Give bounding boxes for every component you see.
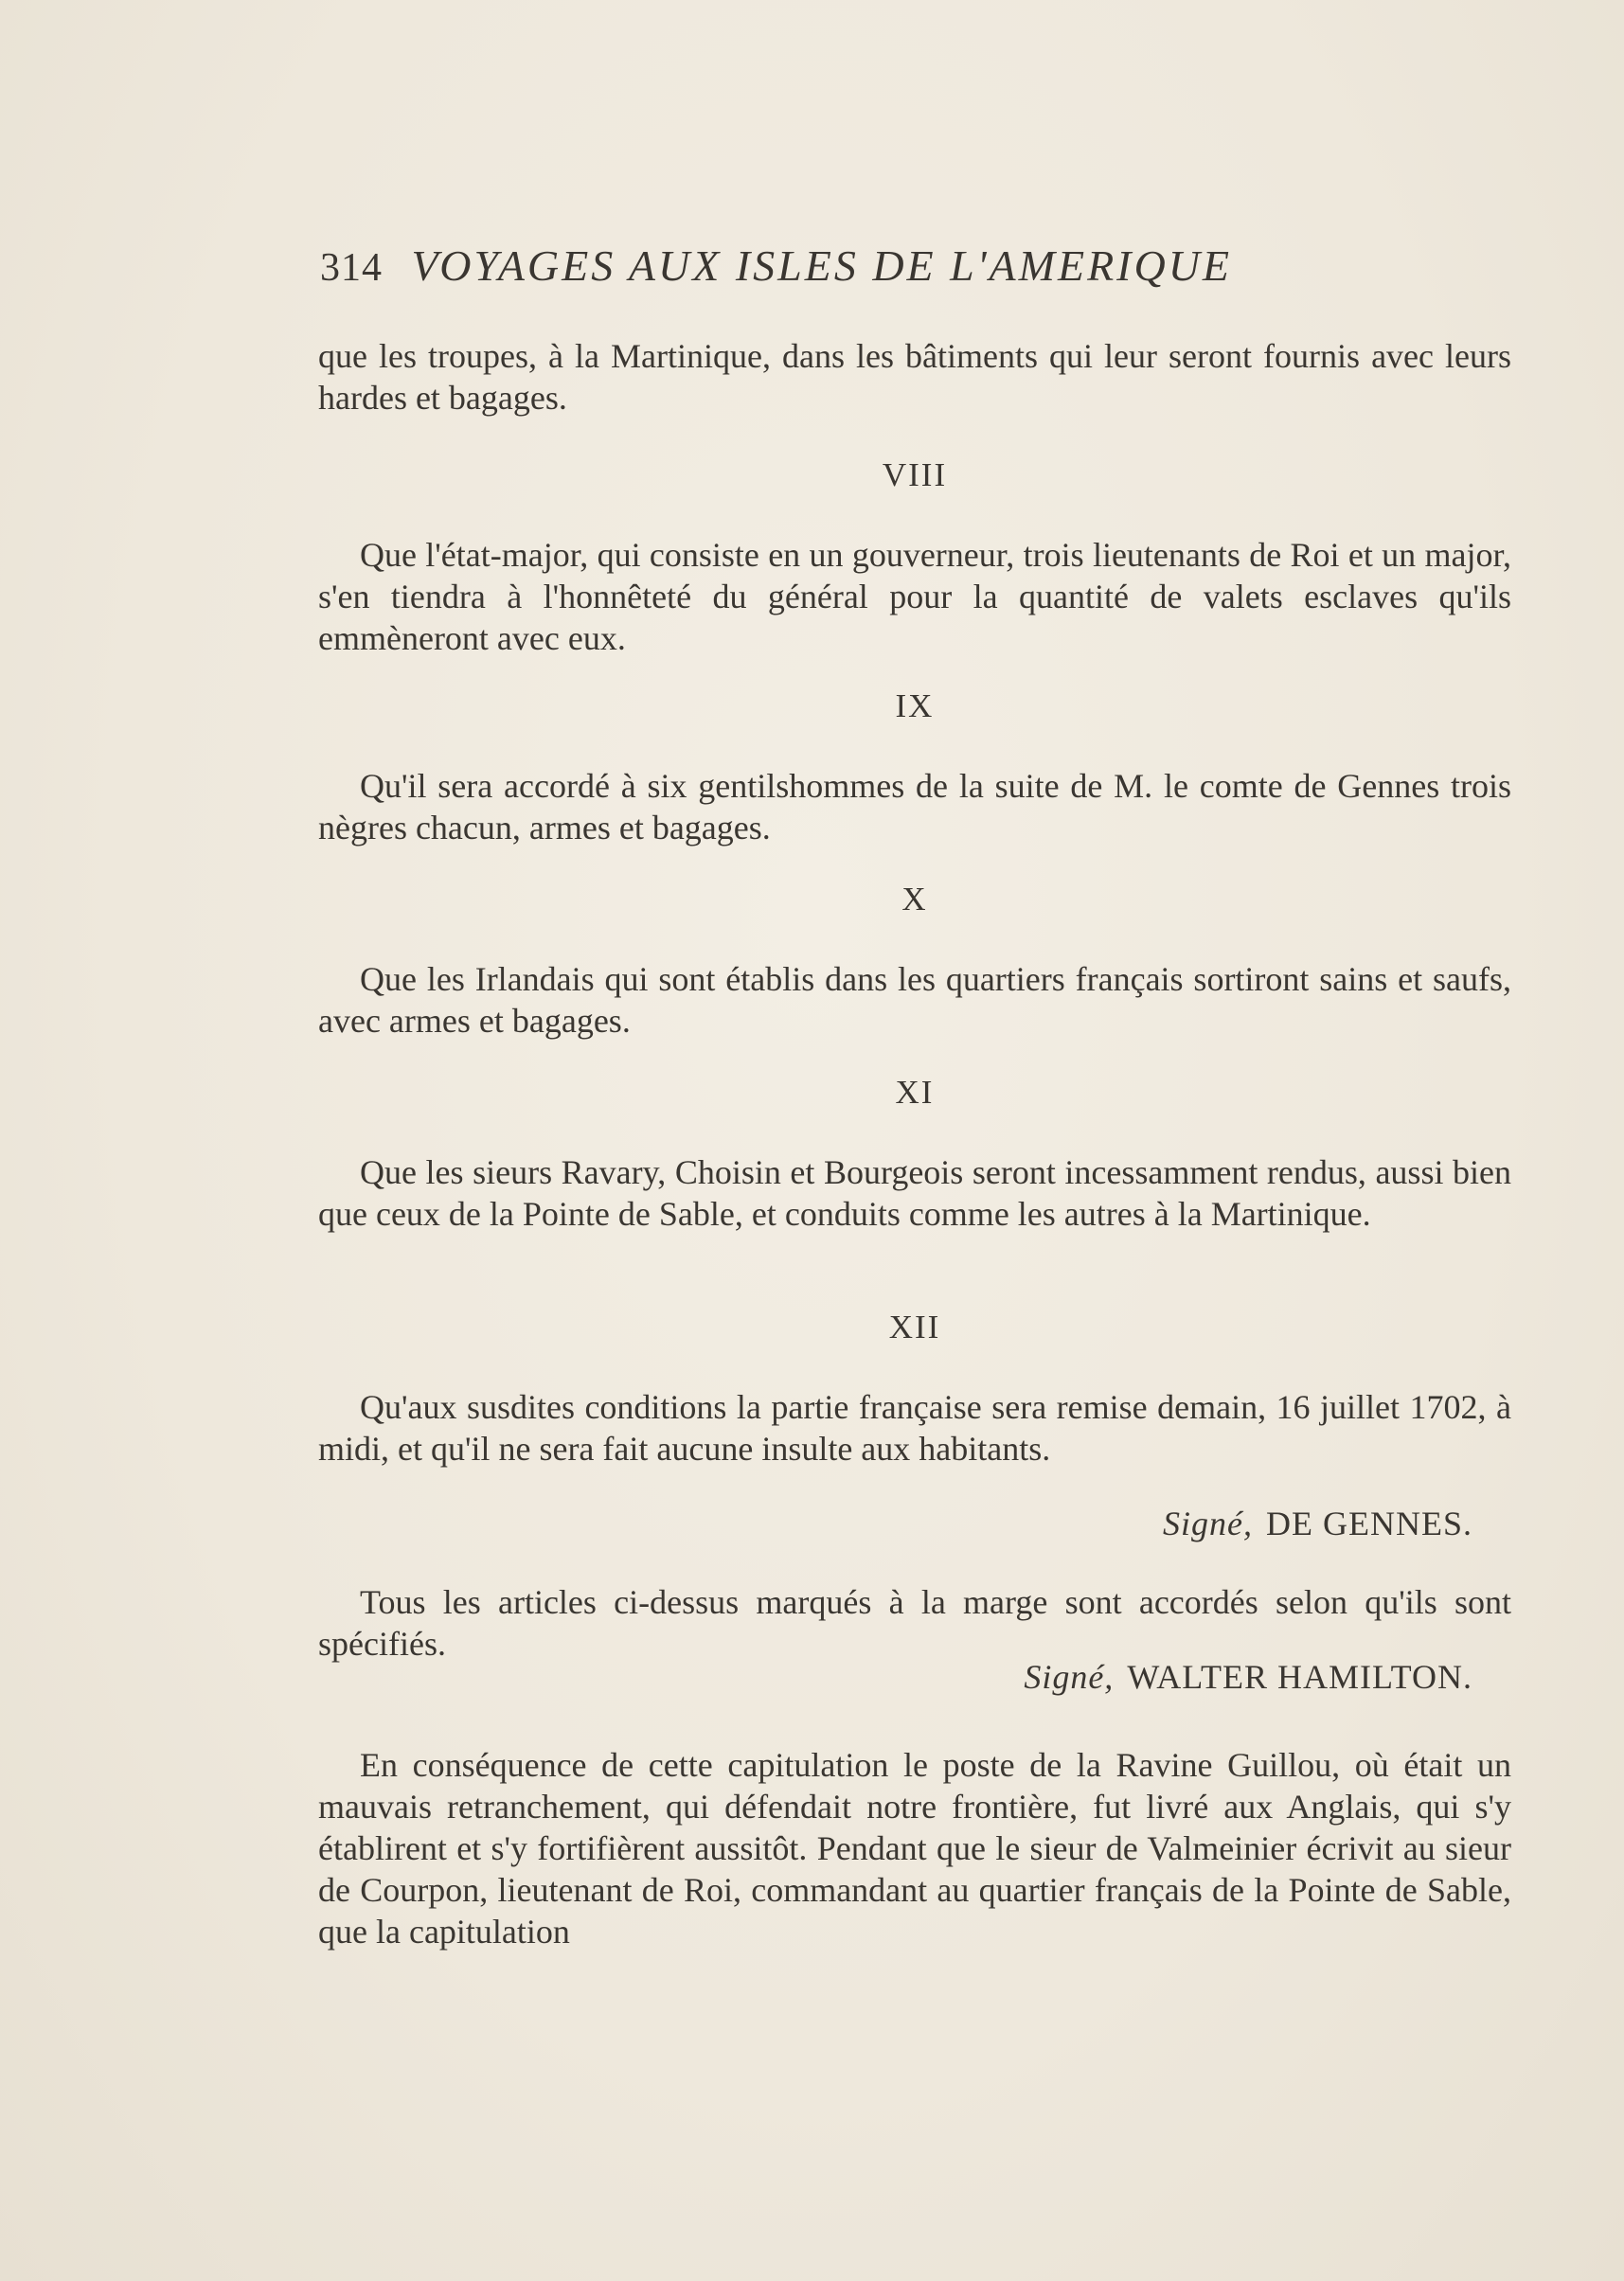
paragraph-article-xi (318, 1151, 1511, 1235)
paragraph-text: Qu'il sera accordé à six gentilshommes de la suite de M. le comte de Gennes trois nègres chacun, armes et bagages. (318, 767, 1511, 846)
signature-de-gennes (1163, 1504, 1472, 1543)
page-number: 314 (320, 246, 383, 290)
paragraph-text: Que les sieurs Ravary, Choisin et Bourgeois seront incessamment rendus, aussi bien que ceux de la Pointe de Sable, et conduits comme les autres à la Martinique. (318, 1153, 1511, 1233)
page-header (320, 241, 1513, 297)
signed-label: Signé, (1024, 1658, 1115, 1696)
paragraph-article-xii (318, 1386, 1511, 1470)
paragraph-article-ix (318, 765, 1511, 848)
paragraph-article-viii (318, 534, 1511, 659)
paragraph-intro (318, 335, 1511, 419)
article-heading-xi: XI (895, 1074, 935, 1111)
paragraph-accord (318, 1581, 1511, 1665)
paragraph-text: Que les Irlandais qui sont établis dans les quartiers français sortiront sains et saufs, avec armes et bagages. (318, 960, 1511, 1040)
article-heading-viii: VIII (882, 456, 948, 493)
article-heading-x: X (901, 881, 928, 918)
signature-walter-hamilton (1024, 1657, 1472, 1697)
running-title: VOYAGES AUX ISLES DE L'AMERIQUE (411, 241, 1233, 290)
paragraph-text: que les troupes, à la Martinique, dans les bâtiments qui leur seront fournis avec leurs hardes et bagages. (318, 337, 1511, 417)
article-heading-xii: XII (888, 1309, 941, 1345)
signatory-name: DE GENNES. (1266, 1505, 1472, 1542)
article-heading-ix: IX (895, 687, 935, 724)
paragraph-text: Tous les articles ci-dessus marqués à la marge sont accordés selon qu'ils sont spécifiés. (318, 1583, 1511, 1663)
signed-label: Signé, (1163, 1505, 1254, 1542)
paragraph-text: Qu'aux susdites conditions la partie française sera remise demain, 16 juillet 1702, à midi, et qu'il ne sera fait aucune insulte aux habitants. (318, 1388, 1511, 1468)
paragraph-text: En conséquence de cette capitulation le poste de la Ravine Guillou, où était un mauvais retranchement, qui défendait notre frontière, fut livré aux Anglais, qui s'y établirent et s'y fortifièrent aussitôt. Pendant que le sieur de Valmeinier écrivit au sieur de Courpon, lieutenant de Roi, commandant au quartier français de la Pointe de Sable, que la capitulation (318, 1746, 1511, 1951)
paragraph-final (318, 1744, 1511, 1952)
paragraph-article-x (318, 958, 1511, 1042)
paragraph-text: Que l'état-major, qui consiste en un gouverneur, trois lieutenants de Roi et un major, s'en tiendra à l'honnêteté du général pour la quantité de valets esclaves qu'ils emmèneront avec eux. (318, 536, 1511, 657)
signatory-name: WALTER HAMILTON. (1127, 1658, 1472, 1696)
